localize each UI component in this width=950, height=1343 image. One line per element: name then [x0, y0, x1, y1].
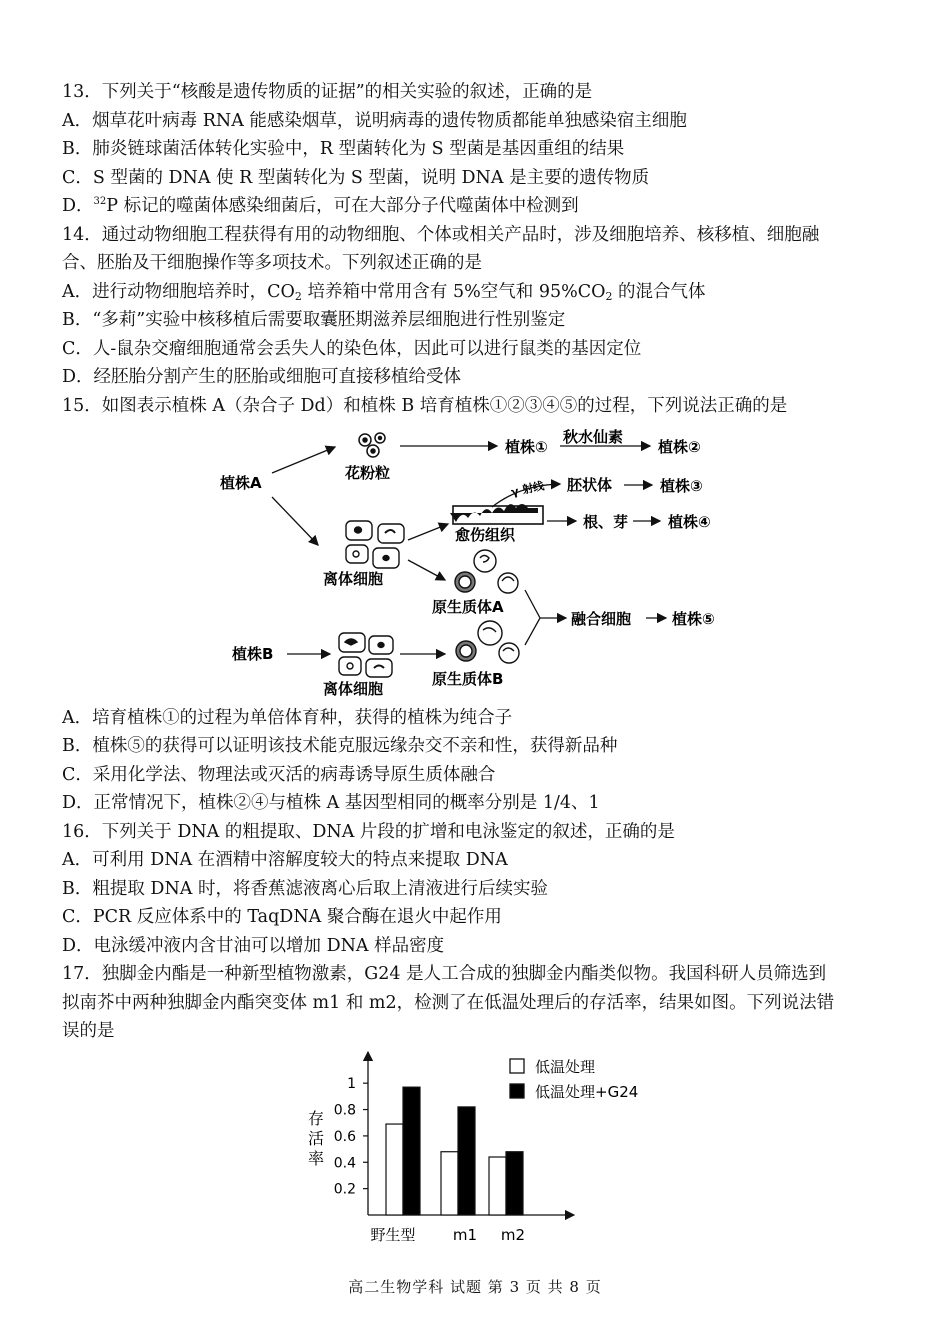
survival-rate-chart: [280, 1050, 680, 1250]
protoplast-a-icon: [455, 550, 518, 593]
protoplast-b-label: 原生质体B: [432, 670, 504, 688]
embryoid-label: 胚状体: [567, 476, 613, 494]
q16-option-a: A．可利用 DNA 在酒精中溶解度较大的特点来提取 DNA: [62, 850, 508, 870]
bar-m2-series-0: [489, 1157, 506, 1215]
y-axis-label-3: 率: [308, 1149, 325, 1168]
isolated-cells-a-icon: [346, 521, 404, 568]
q17-stem-line2: 拟南芥中两种独脚金内酯突变体 m1 和 m2，检测了在低温处理后的存活率，结果如图。下列说法错: [62, 993, 835, 1013]
q16-option-c: C．PCR 反应体系中的 TaqDNA 聚合酶在退火中起作用: [62, 907, 502, 927]
q15-stem: 15．如图表示植株 A（杂合子 Dd）和植株 B 培育植株①②③④⑤的过程，下列说法正确的是: [62, 396, 788, 416]
bar-m1-series-0: [441, 1152, 458, 1215]
y-tick-label: 1: [347, 1076, 356, 1093]
page-footer: 高二生物学科 试题 第 3 页 共 8 页: [348, 1278, 602, 1296]
q14-option-d: D．经胚胎分割产生的胚胎或细胞可直接移植给受体: [62, 367, 462, 387]
y-tick-label: 0.4: [333, 1155, 356, 1172]
q15-option-c: C．采用化学法、物理法或灭活的病毒诱导原生质体融合: [62, 765, 496, 785]
isolated-cell-a-label: 离体细胞: [323, 570, 384, 588]
bar-野生型-series-1: [403, 1087, 420, 1215]
gamma-ray-label: γ 射线: [509, 479, 546, 499]
x-tick-label: m1: [452, 1226, 478, 1244]
pollen-label: 花粉粒: [345, 464, 391, 482]
plant-1-label: 植株①: [505, 438, 548, 456]
protoplast-a-label: 原生质体A: [432, 598, 504, 616]
legend: [510, 1058, 638, 1101]
protoplast-b-icon: [456, 621, 519, 663]
y-tick-label: 0.2: [333, 1181, 356, 1198]
q13-option-b: B．肺炎链球菌活体转化实验中，R 型菌转化为 S 型菌是基因重组的结果: [62, 139, 625, 159]
colchicine-label: 秋水仙素: [563, 428, 624, 446]
plant-3-label: 植株③: [660, 477, 703, 495]
q13-option-c: C．S 型菌的 DNA 使 R 型菌转化为 S 型菌，说明 DNA 是主要的遗传物质: [62, 168, 650, 188]
callus-dish-icon: [450, 504, 543, 524]
plant-2-label: 植株②: [658, 438, 701, 456]
legend-swatch-cold: [510, 1059, 524, 1073]
q14-option-b: B．“多莉”实验中核移植后需要取囊胚期滋养层细胞进行性别鉴定: [62, 310, 566, 330]
y-tick-label: 0.6: [333, 1128, 356, 1145]
plant-a-label: 植株A: [220, 474, 262, 492]
q14-option-a: A．进行动物细胞培养时，$CO_2$ 培养箱中常用含有 5%空气和 $95\%CO_2$ 的混合气体: [62, 282, 706, 303]
bar-m2-series-1: [506, 1152, 523, 1215]
root-bud-label: 根、芽: [583, 513, 629, 531]
x-tick-label: 野生型: [370, 1226, 416, 1244]
plant-5-label: 植株⑤: [672, 610, 715, 628]
q16-stem: 16．下列关于 DNA 的粗提取、DNA 片段的扩增和电泳鉴定的叙述，正确的是: [62, 822, 675, 842]
pollen-grains-icon: [359, 433, 385, 457]
q15-option-a: A．培育植株①的过程为单倍体育种，获得的植株为纯合子: [62, 708, 513, 728]
legend-swatch-cold-g24: [510, 1084, 524, 1098]
q14-option-c: C．人-鼠杂交瘤细胞通常会丢失人的染色体，因此可以进行鼠类的基因定位: [62, 339, 642, 359]
breeding-diagram: [0, 420, 950, 705]
q16-option-b: B．粗提取 DNA 时，将香蕉滤液离心后取上清液进行后续实验: [62, 879, 548, 899]
plant-b-label: 植株B: [232, 645, 274, 663]
q13-option-d: D．$^{32}$P 标记的噬菌体感染细菌后，可在大部分子代噬菌体中检测到: [62, 196, 579, 216]
x-tick-label: m2: [500, 1226, 526, 1244]
isolated-cell-b-label: 离体细胞: [323, 680, 384, 698]
legend-label-cold-g24: 低温处理+G24: [535, 1083, 639, 1101]
q17-stem-line3: 误的是: [62, 1021, 115, 1041]
q13-stem: 13．下列关于“核酸是遗传物质的证据”的相关实验的叙述，正确的是: [62, 82, 593, 102]
q14-stem-line1: 14．通过动物细胞工程获得有用的动物细胞、个体或相关产品时，涉及细胞培养、核移植、细胞融: [62, 225, 820, 245]
bar-野生型-series-0: [386, 1124, 403, 1215]
y-tick-label: 0.8: [333, 1102, 356, 1119]
isolated-cells-b-icon: [339, 633, 393, 677]
q15-option-d: D．正常情况下，植株②④与植株 A 基因型相同的概率分别是 1/4、1: [62, 793, 600, 813]
legend-label-cold: 低温处理: [535, 1058, 596, 1076]
q13-option-a: A．烟草花叶病毒 RNA 能感染烟草，说明病毒的遗传物质都能单独感染宿主细胞: [62, 111, 687, 131]
q16-option-d: D．电泳缓冲液内含甘油可以增加 DNA 样品密度: [62, 936, 445, 956]
plant-4-label: 植株④: [668, 513, 711, 531]
callus-label: 愈伤组织: [455, 526, 516, 544]
q14-stem-line2: 合、胚胎及干细胞操作等多项技术。下列叙述正确的是: [62, 253, 482, 273]
q15-option-b: B．植株⑤的获得可以证明该技术能克服远缘杂交不亲和性，获得新品种: [62, 736, 618, 756]
bar-m1-series-1: [458, 1107, 475, 1215]
q17-stem-line1: 17．独脚金内酯是一种新型植物激素，G24 是人工合成的独脚金内酯类似物。我国科研人员筛选到: [62, 964, 827, 984]
y-axis-label-1: 存: [308, 1109, 325, 1128]
fusion-cell-label: 融合细胞: [571, 610, 632, 628]
y-axis-label-2: 活: [308, 1129, 325, 1148]
